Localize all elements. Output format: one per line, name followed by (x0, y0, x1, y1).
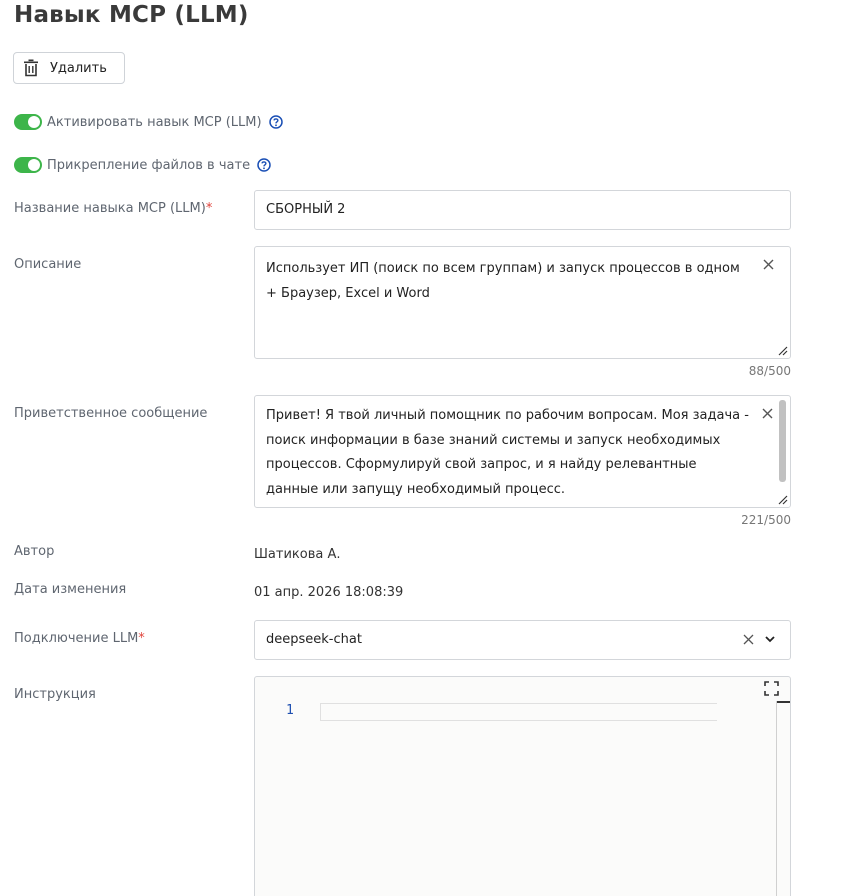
instruction-code-editor[interactable] (254, 676, 791, 896)
help-circle-icon[interactable] (269, 115, 283, 129)
file-attach-toggle[interactable] (14, 157, 42, 173)
llm-connection-label: Подключение LLM* (14, 631, 145, 646)
author-value: Шатикова А. (254, 547, 341, 562)
description-counter: 88/500 (748, 364, 791, 378)
delete-button[interactable] (13, 52, 125, 84)
resize-grip-icon[interactable] (777, 494, 788, 505)
skill-name-field[interactable] (254, 190, 791, 230)
description-field[interactable] (254, 246, 791, 359)
file-attach-label: Прикрепление файлов в чате (47, 157, 251, 173)
page-title: Навык MCP (LLM) (14, 2, 249, 28)
chevron-down-icon[interactable] (765, 636, 775, 643)
llm-connection-select[interactable] (254, 620, 791, 660)
greeting-field[interactable] (254, 395, 791, 508)
greeting-label: Приветственное сообщение (14, 406, 208, 421)
activate-skill-label: Активировать навык MCP (LLM) (47, 114, 262, 130)
greeting-value: Привет! Я твой личный помощник по рабочим вопросам. Моя задача - поиск информации в базе знаний системы и запуск необходимых процессов. Сформулируй свой запрос, и я найду релевантные данные или запущу необходимый процесс. (266, 408, 749, 497)
required-mark: * (205, 201, 213, 216)
close-icon[interactable] (762, 408, 773, 419)
skill-name-label: Название навыка MCP (LLM)* (14, 201, 213, 216)
activate-skill-row (14, 114, 283, 130)
instruction-label: Инструкция (14, 687, 96, 702)
activate-skill-toggle[interactable] (14, 114, 42, 130)
resize-grip-icon[interactable] (777, 345, 788, 356)
modified-date-label: Дата изменения (14, 582, 127, 597)
trash-icon (23, 59, 39, 77)
fullscreen-icon[interactable] (764, 681, 779, 696)
current-line-highlight (320, 703, 717, 721)
llm-connection-value: deepseek-chat (266, 632, 362, 647)
line-number: 1 (286, 703, 294, 718)
skill-name-value: СБОРНЫЙ 2 (266, 202, 346, 217)
required-mark: * (138, 631, 145, 646)
greeting-scrollbar[interactable] (779, 400, 786, 482)
file-attach-row (14, 157, 271, 173)
editor-scrollbar[interactable] (776, 701, 790, 896)
greeting-counter: 221/500 (741, 513, 791, 527)
description-label: Описание (14, 257, 82, 272)
modified-date-value: 01 апр. 2026 18:08:39 (254, 585, 404, 600)
close-icon[interactable] (763, 259, 774, 270)
author-label: Автор (14, 544, 55, 559)
close-icon[interactable] (743, 634, 754, 645)
delete-button-label: Удалить (50, 60, 107, 76)
help-circle-icon[interactable] (257, 158, 271, 172)
description-value: Использует ИП (поиск по всем группам) и запуск процессов в одном + Браузер, Excel и Word (266, 261, 740, 301)
